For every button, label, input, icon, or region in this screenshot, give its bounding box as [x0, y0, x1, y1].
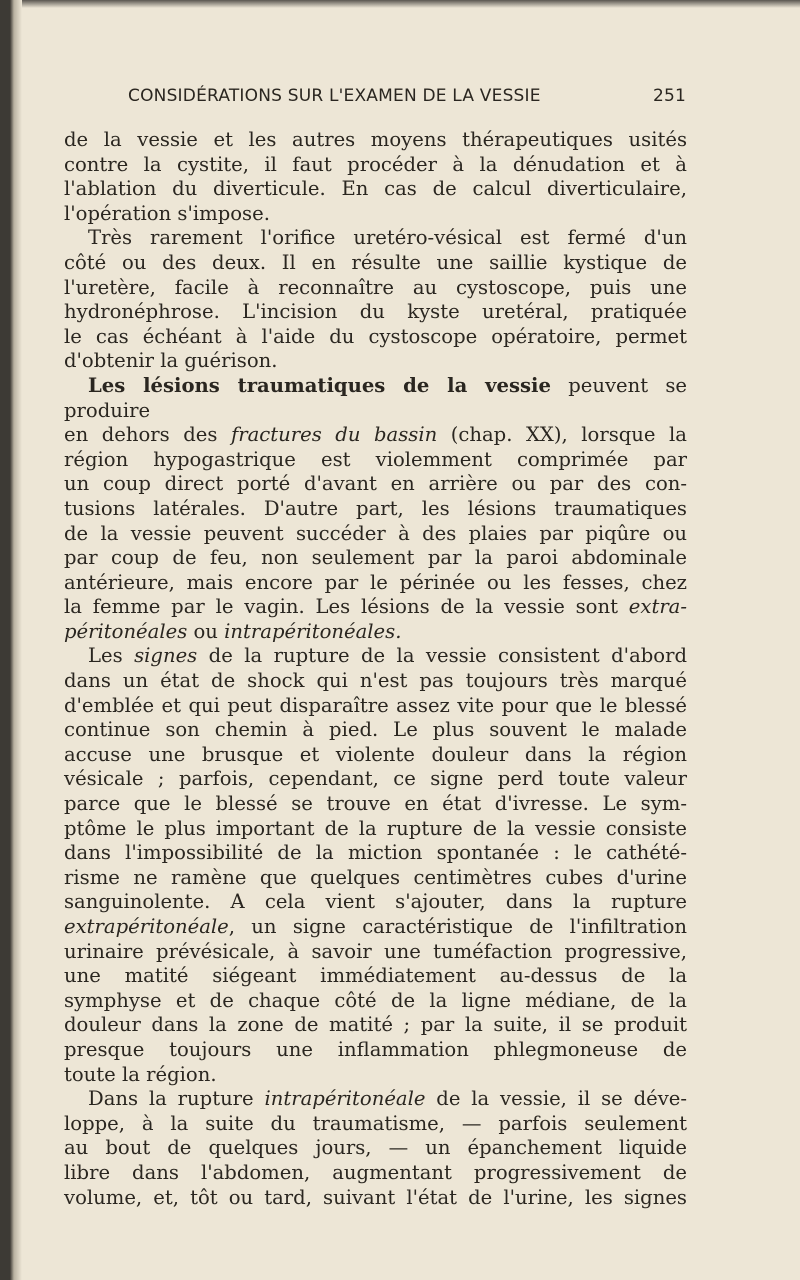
text-line: l'ablation du diverticule. En cas de calcul diverticulaire,	[64, 177, 687, 201]
italic-run: extra-	[628, 595, 687, 619]
text-line: continue son chemin à pied. Le plus souvent le malade	[64, 718, 687, 742]
text-line: hydronéphrose. L'incision du kyste uretéral, pratiquée	[64, 300, 687, 324]
text-line: contre la cystite, il faut procéder à la dénudation et à	[64, 152, 687, 176]
italic-run: intrapéritonéale	[264, 1087, 426, 1111]
text-line: presque toujours une inflammation phlegmoneuse de	[64, 1037, 687, 1061]
text-line: Les lésions traumatiques de la vessie peuvent se produire	[64, 373, 687, 422]
text-line: Très rarement l'orifice uretéro-vésical est fermé d'un	[88, 226, 687, 250]
body-text	[64, 128, 687, 1210]
text-line: de la vessie et les autres moyens thérapeutiques usités	[64, 128, 687, 151]
text-line: urinaire prévésicale, à savoir une tuméfaction progressive,	[64, 939, 687, 963]
page-top-shadow	[0, 0, 800, 8]
text-line: une matité siégeant immédiatement au-dessus de la	[64, 964, 687, 988]
text-line: en dehors des fractures du bassin (chap. XX), lorsque la	[64, 423, 687, 447]
bold-run: Les lésions traumatiques de la vessie	[88, 373, 551, 397]
text-line: parce que le blessé se trouve en état d'ivresse. Le sym-	[64, 792, 687, 816]
text-line: libre dans l'abdomen, augmentant progressivement de	[64, 1160, 687, 1184]
text-line: extrapéritonéale, un signe caractéristique de l'infiltration	[64, 915, 687, 938]
text-line: péritonéales ou intrapéritonéales.	[64, 619, 402, 643]
text-line: tusions latérales. D'autre part, les lésions traumatiques	[64, 496, 687, 520]
text-line: toute la région.	[64, 1062, 217, 1086]
text-line: vésicale ; parfois, cependant, ce signe perd toute valeur	[64, 767, 687, 791]
italic-run: extrapéritonéale	[64, 915, 229, 938]
italic-run: intrapéritonéales.	[224, 619, 402, 643]
text-line: volume, et, tôt ou tard, suivant l'état de l'urine, les signes	[64, 1185, 687, 1209]
book-binding-edge	[0, 0, 22, 1280]
text-line: douleur dans la zone de matité ; par la suite, il se produit	[64, 1013, 687, 1037]
text-line: dans l'impossibilité de la miction spontanée : le cathété-	[64, 841, 687, 865]
text-line: risme ne ramène que quelques centimètres cubes d'urine	[64, 865, 687, 889]
text-line: région hypogastrique est violemment comprimée par	[64, 447, 687, 471]
text-line: d'obtenir la guérison.	[64, 349, 278, 373]
text-line: dans un état de shock qui n'est pas toujours très marqué	[64, 669, 687, 693]
text-line: accuse une brusque et violente douleur dans la région	[64, 742, 687, 766]
text-line: Les signes de la rupture de la vessie consistent d'abord	[88, 644, 687, 668]
text-line: sanguinolente. A cela vient s'ajouter, dans la rupture	[64, 890, 687, 914]
text-line: un coup direct porté d'avant en arrière ou par des con-	[64, 472, 687, 496]
text-line: l'uretère, facile à reconnaître au cystoscope, puis une	[64, 275, 687, 299]
text-line: au bout de quelques jours, — un épanchement liquide	[64, 1136, 687, 1160]
text-line: loppe, à la suite du traumatisme, — parfois seulement	[64, 1111, 687, 1135]
text-line: côté ou des deux. Il en résulte une saillie kystique de	[64, 250, 687, 274]
text-line: antérieure, mais encore par le périnée ou les fesses, chez	[64, 570, 687, 594]
text-line: par coup de feu, non seulement par la paroi abdominale	[64, 546, 687, 570]
text-line: l'opération s'impose.	[64, 201, 270, 225]
text-line: symphyse et de chaque côté de la ligne médiane, de la	[64, 988, 687, 1012]
italic-run: signes	[134, 644, 198, 668]
italic-run: péritonéales	[64, 619, 188, 643]
text-line: le cas échéant à l'aide du cystoscope opératoire, permet	[64, 324, 687, 348]
running-header-title: CONSIDÉRATIONS SUR L'EXAMEN DE LA VESSIE	[128, 86, 541, 106]
text-line: d'emblée et qui peut disparaître assez vite pour que le blessé	[64, 693, 687, 717]
italic-run: fractures du bassin	[230, 423, 438, 447]
text-line: ptôme le plus important de la rupture de la vessie consiste	[64, 816, 687, 840]
running-header	[128, 86, 686, 106]
text-line: la femme par le vagin. Les lésions de la vessie sont extra-	[64, 595, 687, 619]
text-line: de la vessie peuvent succéder à des plaies par piqûre ou	[64, 521, 687, 545]
text-line: Dans la rupture intrapéritonéale de la vessie, il se déve-	[88, 1087, 687, 1111]
page-number: 251	[652, 86, 686, 106]
